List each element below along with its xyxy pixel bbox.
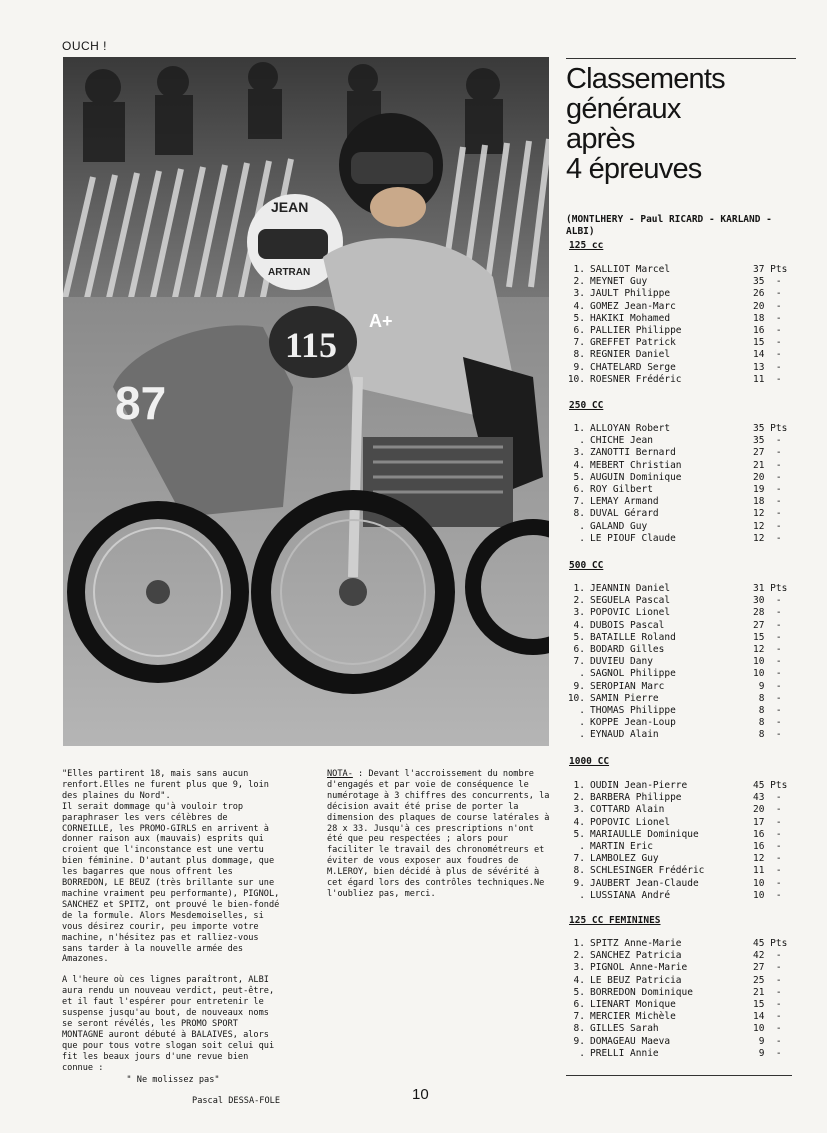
result-name: MARIAULLE Dominique	[590, 828, 699, 840]
result-row	[563, 950, 795, 962]
result-name: MEBERT Christian	[590, 459, 682, 471]
result-points: 37 Pts	[753, 264, 788, 275]
result-points: 8 -	[753, 729, 782, 741]
result-points: 17 -	[753, 816, 782, 828]
results-list-250	[563, 423, 795, 545]
result-position: 3.	[573, 288, 585, 300]
result-position: 7.	[573, 337, 585, 349]
section-label: OUCH !	[62, 39, 107, 53]
jacket-text: A+	[369, 311, 393, 331]
heading-line: après	[566, 123, 635, 155]
result-position: 2.	[573, 950, 585, 962]
result-name: JAULT Philippe	[590, 288, 671, 300]
result-name: OUDIN Jean-Pierre	[590, 780, 688, 791]
result-name: SCHLESINGER Frédéric	[590, 865, 705, 877]
heading-line: 4 épreuves	[566, 153, 702, 185]
result-points: 19 -	[753, 483, 782, 495]
result-position: 4.	[573, 974, 585, 986]
result-position: 8.	[573, 865, 585, 877]
results-list-500	[563, 583, 795, 741]
result-points: 27 -	[753, 962, 782, 974]
article-quote: " Ne molissez pas"	[126, 1075, 220, 1086]
result-row	[563, 484, 795, 496]
result-row	[563, 632, 795, 644]
result-position: .	[579, 668, 585, 680]
page-number: 10	[412, 1086, 429, 1103]
result-position: 8.	[573, 1023, 585, 1035]
result-position: 7.	[573, 853, 585, 865]
result-name: SEGUELA Pascal	[590, 595, 671, 607]
result-name: LE BEUZ Patricia	[590, 974, 682, 986]
result-name: LE PIOUF Claude	[590, 532, 676, 544]
visor-text: ARTRAN	[268, 267, 311, 278]
result-row	[563, 374, 795, 386]
result-position: 2.	[573, 595, 585, 607]
result-position: 3.	[573, 447, 585, 459]
results-list-125	[563, 264, 795, 386]
nota-text: : Devant l'accroissement du nombre d'engagés et par voie de conséquence le numérotage à 3 chiffres des concurrents, la décision avait été prise de porter la dimension des plaques de course latérales à 28 x 33. Jusqu'à ces prescriptions n'ont été que peu respectées ; alors pour faciliter le travail des chronométreurs et éviter de vous exposer aux foudres de M.LEROY, bien décidé à plus de sévérité à cet égard lors des contrôles techniques.Ne l'oubliez pas, merci.	[327, 769, 550, 899]
nota-label: NOTA-	[327, 769, 353, 779]
result-points: 9 -	[753, 1047, 782, 1059]
result-name: POPOVIC Lionel	[590, 816, 671, 828]
result-points: 11 -	[753, 865, 782, 877]
result-row	[563, 987, 795, 999]
result-name: SALLIOT Marcel	[590, 264, 671, 275]
result-position: 9.	[573, 877, 585, 889]
result-row	[563, 999, 795, 1011]
result-points: 9 -	[753, 1035, 782, 1047]
result-name: BORREDON Dominique	[590, 986, 693, 998]
result-points: 18 -	[753, 496, 782, 508]
result-row	[563, 780, 795, 792]
result-name: CHICHE Jean	[590, 435, 653, 447]
article-signature: Pascal DESSA-FOLE	[192, 1096, 280, 1107]
result-position: 7.	[573, 496, 585, 508]
result-row	[563, 313, 795, 325]
result-points: 12 -	[753, 853, 782, 865]
result-row	[563, 644, 795, 656]
result-row	[563, 496, 795, 508]
result-position: 1.	[573, 583, 585, 594]
result-row	[563, 656, 795, 668]
result-position: 2.	[573, 792, 585, 804]
result-name: SAMIN Pierre	[590, 692, 659, 704]
result-points: 16 -	[753, 324, 782, 336]
result-name: MEYNET Guy	[590, 276, 648, 288]
result-name: SPITZ Anne-Marie	[590, 938, 682, 949]
result-points: 43 -	[753, 792, 782, 804]
category-title-250: 250 CC	[569, 400, 604, 411]
result-row	[563, 435, 795, 447]
result-name: BATAILLE Roland	[590, 631, 676, 643]
result-row	[563, 607, 795, 619]
result-position: 2.	[573, 276, 585, 288]
result-row	[563, 337, 795, 349]
result-row	[563, 620, 795, 632]
result-position: .	[579, 889, 585, 901]
result-row	[563, 595, 795, 607]
result-row	[563, 1023, 795, 1035]
result-points: 12 -	[753, 532, 782, 544]
result-name: HAKIKI Mohamed	[590, 312, 671, 324]
result-position: 6.	[573, 998, 585, 1010]
result-position: .	[579, 729, 585, 741]
result-name: LIENART Monique	[590, 998, 676, 1010]
result-row	[563, 853, 795, 865]
result-position: 5.	[573, 471, 585, 483]
result-row	[563, 705, 795, 717]
result-position: 8.	[573, 349, 585, 361]
category-title-500: 500 CC	[569, 560, 604, 571]
result-row	[563, 460, 795, 472]
result-points: 8 -	[753, 717, 782, 729]
result-points: 35 -	[753, 435, 782, 447]
result-points: 18 -	[753, 312, 782, 324]
result-points: 8 -	[753, 692, 782, 704]
category-title-1000: 1000 CC	[569, 756, 610, 767]
category-title-125-feminines: 125 CC FEMININES	[569, 915, 661, 926]
result-points: 27 -	[753, 447, 782, 459]
result-points: 9 -	[753, 680, 782, 692]
result-position: 5.	[573, 986, 585, 998]
result-points: 21 -	[753, 459, 782, 471]
result-row	[563, 890, 795, 902]
result-position: 4.	[573, 816, 585, 828]
result-row	[563, 521, 795, 533]
result-points: 20 -	[753, 471, 782, 483]
result-name: SEROPIAN Marc	[590, 680, 665, 692]
result-points: 45 Pts	[753, 938, 788, 949]
result-points: 10 -	[753, 889, 782, 901]
result-position: 6.	[573, 483, 585, 495]
result-position: 8.	[573, 508, 585, 520]
category-title-125: 125 cc	[569, 240, 604, 251]
result-points: 42 -	[753, 950, 782, 962]
nota-column	[327, 769, 550, 900]
result-name: BARBERA Philippe	[590, 792, 682, 804]
right-bike-number: 115	[285, 325, 338, 365]
article-paragraph: A l'heure où ces lignes paraîtront, ALBI aura rendu un nouveau verdict, peut-être, et il faut l'espérer pour entretenir le suspense jusqu'au bout, de nouveaux noms se seront révélés, les PROMO SPORT MONTAGNE auront débuté à BALAIVES, alors que pour tous votre slogan soit celui qui fit les beaux jours d'une revue bien connue :	[62, 975, 275, 1073]
left-bike-number: 87	[115, 377, 167, 429]
result-row	[563, 817, 795, 829]
result-points: 15 -	[753, 337, 782, 349]
result-row	[563, 288, 795, 300]
result-points: 35 -	[753, 276, 782, 288]
result-points: 15 -	[753, 631, 782, 643]
result-position: 6.	[573, 643, 585, 655]
result-points: 10 -	[753, 668, 782, 680]
result-position: 1.	[573, 780, 585, 791]
result-position: 3.	[573, 962, 585, 974]
result-row	[563, 804, 795, 816]
result-row	[563, 301, 795, 313]
result-row	[563, 508, 795, 520]
result-name: PRELLI Annie	[590, 1047, 659, 1059]
result-points: 28 -	[753, 607, 782, 619]
result-points: 14 -	[753, 1011, 782, 1023]
result-position: 6.	[573, 324, 585, 336]
result-row	[563, 841, 795, 853]
result-row	[563, 362, 795, 374]
result-name: PIGNOL Anne-Marie	[590, 962, 688, 974]
result-position: 9.	[573, 680, 585, 692]
result-points: 12 -	[753, 520, 782, 532]
result-row	[563, 1036, 795, 1048]
result-row	[563, 693, 795, 705]
result-row	[563, 878, 795, 890]
article-paragraph: Il serait dommage qu'à vouloir trop paraphraser les vers célèbres de CORNEILLE, les PROMO-GIRLS en arrivent à donner raison aux (mauvais) esprits qui croient que l'inconstance est une vertu bien féminine. D'autant plus dommage, que les bagarres que nous offrent les BORREDON, LE BEUZ (très brillante sur une machine vraiment peu performante), PIGNOL, SANCHEZ et SPITZ, ont prouvé le bien-fondé de la formule. Alors Mesdemoiselles, si vous désirez courir, peu importe votre machine, n'hésitez pas et ralliez-vous sans tarder à la nouvelle armée des Amazones.	[62, 801, 280, 965]
result-position: 4.	[573, 459, 585, 471]
result-position: 9.	[573, 1035, 585, 1047]
result-name: LEMAY Armand	[590, 496, 659, 508]
article-paragraph: "Elles partirent 18, mais sans aucun renfort.Elles ne furent plus que 9, loin des plaines du Nord".	[62, 769, 269, 801]
helmet-text: JEAN	[271, 199, 309, 215]
result-row	[563, 1011, 795, 1023]
result-points: 25 -	[753, 974, 782, 986]
result-position: 1.	[573, 423, 585, 434]
result-row	[563, 349, 795, 361]
result-row	[563, 583, 795, 595]
results-heading	[566, 64, 796, 184]
result-points: 12 -	[753, 643, 782, 655]
result-position: 7.	[573, 656, 585, 668]
result-row	[563, 533, 795, 545]
result-points: 12 -	[753, 508, 782, 520]
result-row	[563, 423, 795, 435]
results-list-1000	[563, 780, 795, 902]
result-position: 4.	[573, 300, 585, 312]
result-position: .	[579, 704, 585, 716]
result-name: CHATELARD Serge	[590, 361, 676, 373]
result-row	[563, 938, 795, 950]
result-name: JAUBERT Jean-Claude	[590, 877, 699, 889]
result-name: COTTARD Alain	[590, 804, 665, 816]
result-position: 1.	[573, 938, 585, 949]
result-position: .	[579, 435, 585, 447]
result-position: 7.	[573, 1011, 585, 1023]
result-row	[563, 681, 795, 693]
result-points: 27 -	[753, 619, 782, 631]
result-name: SAGNOL Philippe	[590, 668, 676, 680]
result-position: 5.	[573, 631, 585, 643]
result-name: MERCIER Michèle	[590, 1011, 676, 1023]
result-position: .	[579, 840, 585, 852]
result-name: GREFFET Patrick	[590, 337, 676, 349]
result-row	[563, 829, 795, 841]
result-name: SANCHEZ Patricia	[590, 950, 682, 962]
result-points: 16 -	[753, 840, 782, 852]
result-points: 10 -	[753, 877, 782, 889]
heading-line: Classements	[566, 63, 725, 95]
result-position: 5.	[573, 312, 585, 324]
result-points: 10 -	[753, 1023, 782, 1035]
result-row	[563, 962, 795, 974]
result-row	[563, 975, 795, 987]
motorcycle-race-photo	[63, 57, 549, 746]
result-points: 13 -	[753, 361, 782, 373]
result-row	[563, 264, 795, 276]
result-name: DUVAL Gérard	[590, 508, 659, 520]
result-points: 14 -	[753, 349, 782, 361]
result-position: 1.	[573, 264, 585, 275]
result-name: GALAND Guy	[590, 520, 648, 532]
result-points: 26 -	[753, 288, 782, 300]
result-points: 35 Pts	[753, 423, 788, 434]
result-points: 30 -	[753, 595, 782, 607]
result-position: .	[579, 532, 585, 544]
result-points: 45 Pts	[753, 780, 788, 791]
result-row	[563, 729, 795, 741]
result-name: DOMAGEAU Maeva	[590, 1035, 671, 1047]
result-name: DUBOIS Pascal	[590, 619, 665, 631]
result-name: AUGUIN Dominique	[590, 471, 682, 483]
result-name: BODARD Gilles	[590, 643, 665, 655]
result-name: DUVIEU Dany	[590, 656, 653, 668]
result-row	[563, 447, 795, 459]
result-row	[563, 276, 795, 288]
result-name: GOMEZ Jean-Marc	[590, 300, 676, 312]
result-row	[563, 717, 795, 729]
result-name: GILLES Sarah	[590, 1023, 659, 1035]
result-name: EYNAUD Alain	[590, 729, 659, 741]
result-name: KOPPE Jean-Loup	[590, 717, 676, 729]
result-points: 10 -	[753, 656, 782, 668]
result-name: LAMBOLEZ Guy	[590, 853, 659, 865]
result-position: 3.	[573, 607, 585, 619]
result-row	[563, 865, 795, 877]
result-row	[563, 472, 795, 484]
result-position: 9.	[573, 361, 585, 373]
article-column	[62, 769, 284, 1107]
result-name: ROY Gilbert	[590, 483, 653, 495]
result-name: PALLIER Philippe	[590, 324, 682, 336]
result-name: ZANOTTI Bernard	[590, 447, 676, 459]
result-name: ROESNER Frédéric	[590, 373, 682, 385]
result-row	[563, 325, 795, 337]
results-list-125-feminines	[563, 938, 795, 1060]
events-list: (MONTLHERY - Paul RICARD - KARLAND - ALBI)	[566, 214, 772, 237]
result-name: THOMAS Philippe	[590, 704, 676, 716]
result-points: 15 -	[753, 998, 782, 1010]
result-position: 10.	[567, 373, 585, 385]
result-name: POPOVIC Lionel	[590, 607, 671, 619]
result-row	[563, 792, 795, 804]
result-name: MARTIN Eric	[590, 840, 653, 852]
result-name: JEANNIN Daniel	[590, 583, 671, 594]
bottom-rule	[566, 1075, 792, 1076]
result-points: 20 -	[753, 300, 782, 312]
result-name: LUSSIANA André	[590, 889, 671, 901]
result-name: REGNIER Daniel	[590, 349, 671, 361]
result-points: 16 -	[753, 828, 782, 840]
result-points: 11 -	[753, 373, 782, 385]
result-points: 8 -	[753, 704, 782, 716]
result-points: 20 -	[753, 804, 782, 816]
result-position: .	[579, 717, 585, 729]
result-position: 4.	[573, 619, 585, 631]
result-name: ALLOYAN Robert	[590, 423, 671, 434]
result-points: 21 -	[753, 986, 782, 998]
heading-line: généraux	[566, 93, 681, 125]
result-position: .	[579, 520, 585, 532]
result-position: .	[579, 1047, 585, 1059]
heading-rule	[566, 58, 796, 59]
result-position: 3.	[573, 804, 585, 816]
result-position: 10.	[567, 692, 585, 704]
result-row	[563, 1048, 795, 1060]
result-row	[563, 668, 795, 680]
result-position: 5.	[573, 828, 585, 840]
result-points: 31 Pts	[753, 583, 788, 594]
